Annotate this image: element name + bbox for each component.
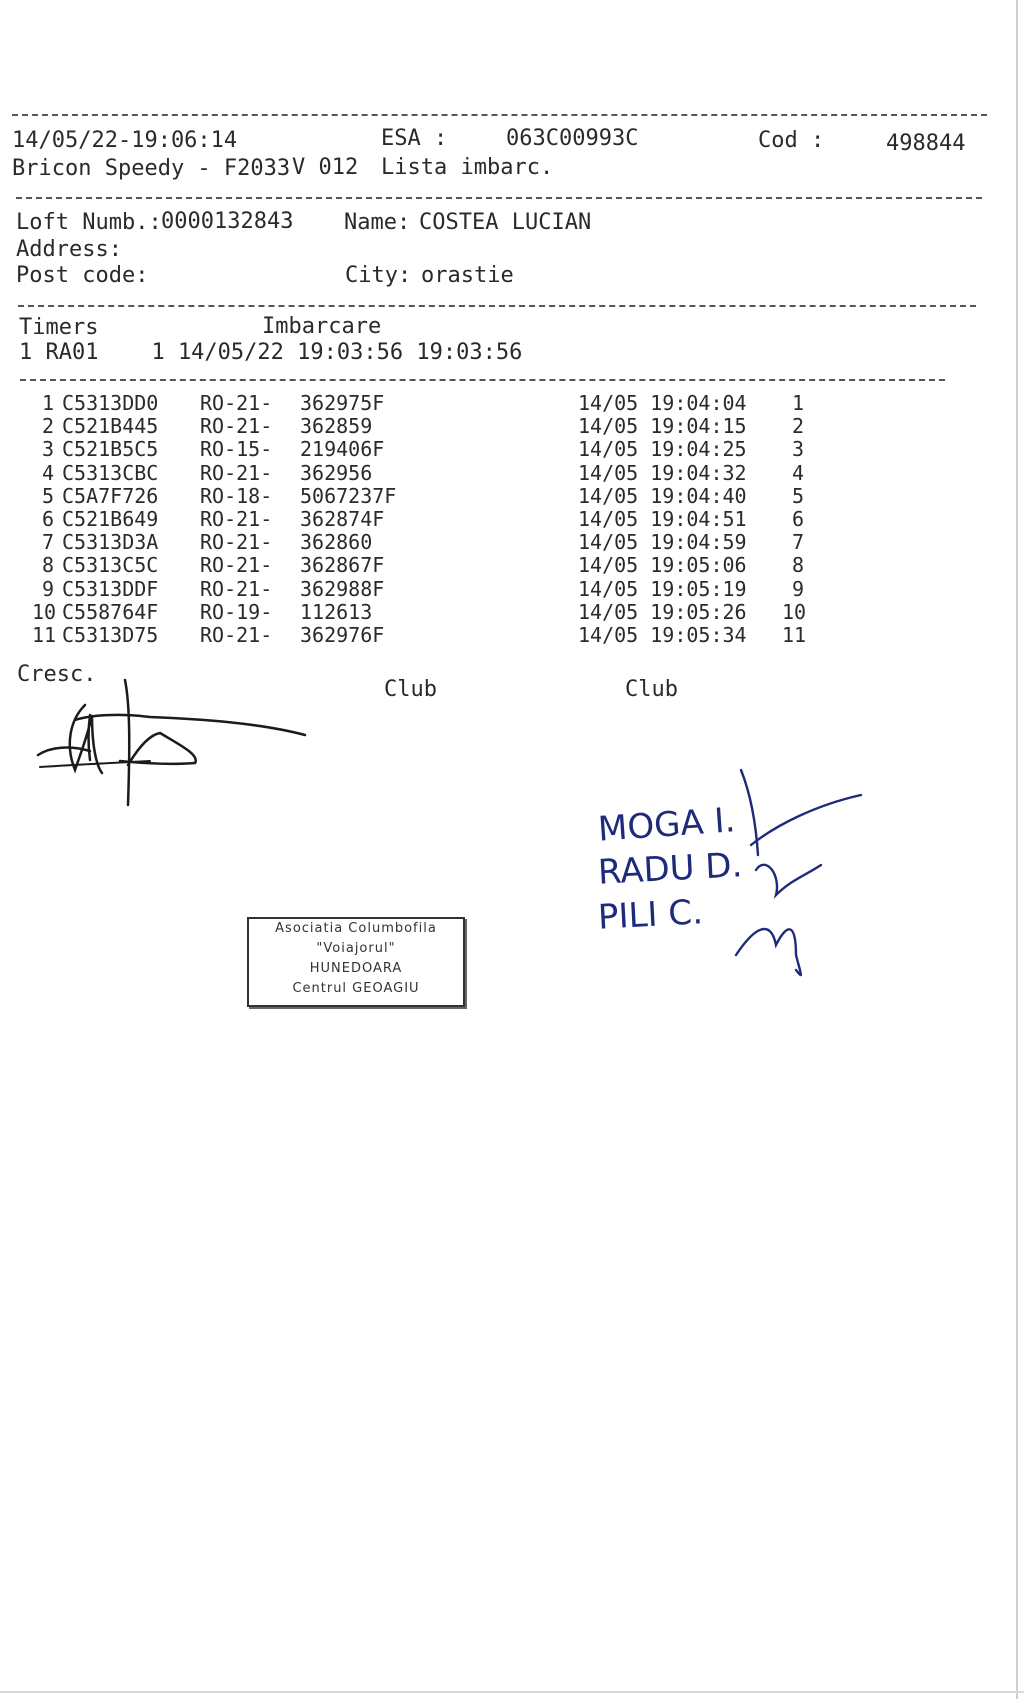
bird-basket-time: 14/05 19:04:32 xyxy=(578,460,747,485)
stamp-line-1: Asociatia Columbofila xyxy=(275,921,437,936)
bird-row xyxy=(0,461,1024,485)
city-value: orastie xyxy=(421,263,514,288)
bird-basket-time: 14/05 19:04:51 xyxy=(578,507,747,531)
divider-owner xyxy=(16,197,982,199)
firmware-version: V 012 xyxy=(292,155,359,180)
bird-ring-number: 362976F xyxy=(300,623,385,647)
timer-line: 1 RA01 1 14/05/22 19:03:56 19:03:56 xyxy=(19,340,523,365)
bird-ring-number: 5067237F xyxy=(300,483,397,508)
bird-basket-time: 14/05 19:04:59 xyxy=(578,530,747,555)
bird-row xyxy=(0,437,1024,461)
officials-signatures xyxy=(716,755,866,985)
bird-index: 10 xyxy=(32,599,57,624)
bird-index: 2 xyxy=(41,414,54,439)
official-radu: RADU D. xyxy=(597,845,744,893)
esa-value: 063C00993C xyxy=(506,126,639,151)
bird-ring-number: 362874F xyxy=(300,507,385,531)
bird-chip-id: C5313C5C xyxy=(62,553,159,578)
official-moga: MOGA I. xyxy=(596,800,737,850)
bird-ring-number: 219406F xyxy=(300,437,385,462)
bird-row xyxy=(0,391,1024,415)
official-pili: PILI C. xyxy=(597,892,704,938)
stamp-line-3: HUNEDOARA xyxy=(309,961,403,976)
bird-ring-number: 112613 xyxy=(300,599,373,624)
bird-chip-id: C521B649 xyxy=(62,507,159,531)
bird-ring-prefix: RO-21- xyxy=(200,576,273,601)
bird-row xyxy=(0,484,1024,508)
bird-row xyxy=(0,623,1024,647)
bird-chip-id: C521B445 xyxy=(62,414,159,439)
stamp-line-2: "Voiajorul" xyxy=(316,941,396,956)
bird-ring-number: 362956 xyxy=(300,460,373,485)
list-title: Lista imbarc. xyxy=(381,155,554,180)
bird-index: 9 xyxy=(41,576,54,601)
bird-chip-id: C521B5C5 xyxy=(62,437,159,462)
esa-label: ESA : xyxy=(381,126,448,151)
bird-index: 5 xyxy=(41,483,54,508)
bird-basket-time: 14/05 19:05:19 xyxy=(578,576,747,601)
bird-row xyxy=(0,577,1024,601)
bird-basket-time: 14/05 19:05:26 xyxy=(578,599,747,624)
bird-chip-id: C5313DDF xyxy=(62,576,159,601)
bird-sequence: 5 xyxy=(791,483,804,508)
bird-chip-id: C5313CBC xyxy=(62,460,159,485)
bird-sequence: 9 xyxy=(791,576,804,601)
city-label: City: xyxy=(345,263,412,288)
bird-sequence: 11 xyxy=(782,623,807,647)
bird-index: 8 xyxy=(41,553,54,578)
bird-ring-prefix: RO-21- xyxy=(200,553,273,578)
bird-basket-time: 14/05 19:05:34 xyxy=(578,623,747,647)
bird-index: 7 xyxy=(41,530,54,555)
bird-sequence: 7 xyxy=(791,530,804,555)
device-name: Bricon Speedy - F2033 xyxy=(12,156,291,181)
postcode-label: Post code: xyxy=(16,263,149,288)
association-stamp xyxy=(247,917,465,1007)
bird-chip-id: C5313DD0 xyxy=(62,391,159,415)
bird-ring-prefix: RO-21- xyxy=(200,391,273,415)
bird-row xyxy=(0,553,1024,577)
bird-ring-prefix: RO-21- xyxy=(200,507,273,531)
bird-index: 6 xyxy=(41,507,54,531)
bird-ring-prefix: RO-18- xyxy=(200,483,273,508)
name-value: COSTEA LUCIAN xyxy=(419,210,592,235)
bird-sequence: 10 xyxy=(782,599,807,624)
paper-edge-right xyxy=(1016,0,1018,1699)
bird-sequence: 4 xyxy=(791,460,804,485)
breeder-signature xyxy=(30,675,320,810)
bird-sequence: 6 xyxy=(791,507,804,531)
bird-ring-prefix: RO-21- xyxy=(200,530,273,555)
loft-number-label: Loft Numb.: xyxy=(16,210,162,235)
timers-label: Timers xyxy=(19,315,99,340)
bird-row xyxy=(0,507,1024,531)
bird-basket-time: 14/05 19:05:06 xyxy=(578,553,747,578)
bird-basket-time: 14/05 19:04:25 xyxy=(578,437,747,462)
cod-label: Cod : xyxy=(758,128,825,153)
club-label-1: Club xyxy=(384,677,437,702)
bird-index: 3 xyxy=(41,437,54,462)
paper-edge-bottom xyxy=(0,1691,1024,1693)
imbarcare-label: Imbarcare xyxy=(262,314,382,339)
address-label: Address: xyxy=(16,237,122,262)
divider-timers xyxy=(18,305,976,307)
bird-row xyxy=(0,414,1024,438)
club-label-2: Club xyxy=(625,677,678,702)
bird-index: 11 xyxy=(32,623,57,647)
bird-ring-prefix: RO-19- xyxy=(200,599,273,624)
bird-ring-number: 362975F xyxy=(300,391,385,415)
print-datetime: 14/05/22-19:06:14 xyxy=(12,128,238,153)
bird-sequence: 1 xyxy=(791,391,804,415)
bird-ring-number: 362859 xyxy=(300,414,373,439)
bird-index: 4 xyxy=(41,460,54,485)
bird-ring-prefix: RO-21- xyxy=(200,623,273,647)
bird-chip-id: C558764F xyxy=(62,599,159,624)
bird-chip-id: C5A7F726 xyxy=(62,483,159,508)
bird-basket-time: 14/05 19:04:04 xyxy=(578,391,747,415)
divider-birds xyxy=(20,379,945,381)
bird-ring-number: 362988F xyxy=(300,576,385,601)
bird-chip-id: C5313D3A xyxy=(62,530,159,555)
bird-sequence: 3 xyxy=(791,437,804,462)
stamp-line-4: Centrul GEOAGIU xyxy=(292,981,420,996)
club-officials-handwriting xyxy=(596,800,866,985)
name-label: Name: xyxy=(344,210,411,235)
bird-ring-prefix: RO-15- xyxy=(200,437,273,462)
bird-index: 1 xyxy=(41,391,54,415)
loft-number-value: 0000132843 xyxy=(161,209,294,234)
bird-sequence: 2 xyxy=(791,414,804,439)
cresc-label: Cresc. xyxy=(17,662,97,687)
bird-row xyxy=(0,530,1024,554)
bird-chip-id: C5313D75 xyxy=(62,623,159,647)
divider-top xyxy=(12,114,987,116)
bird-sequence: 8 xyxy=(791,553,804,578)
bird-basket-time: 14/05 19:04:15 xyxy=(578,414,747,439)
bird-ring-number: 362867F xyxy=(300,553,385,578)
bird-ring-prefix: RO-21- xyxy=(200,414,273,439)
bird-row xyxy=(0,600,1024,624)
cod-value: 498844 xyxy=(886,131,966,156)
bird-ring-prefix: RO-21- xyxy=(200,460,273,485)
bird-basket-time: 14/05 19:04:40 xyxy=(578,483,747,508)
bird-ring-number: 362860 xyxy=(300,530,373,555)
